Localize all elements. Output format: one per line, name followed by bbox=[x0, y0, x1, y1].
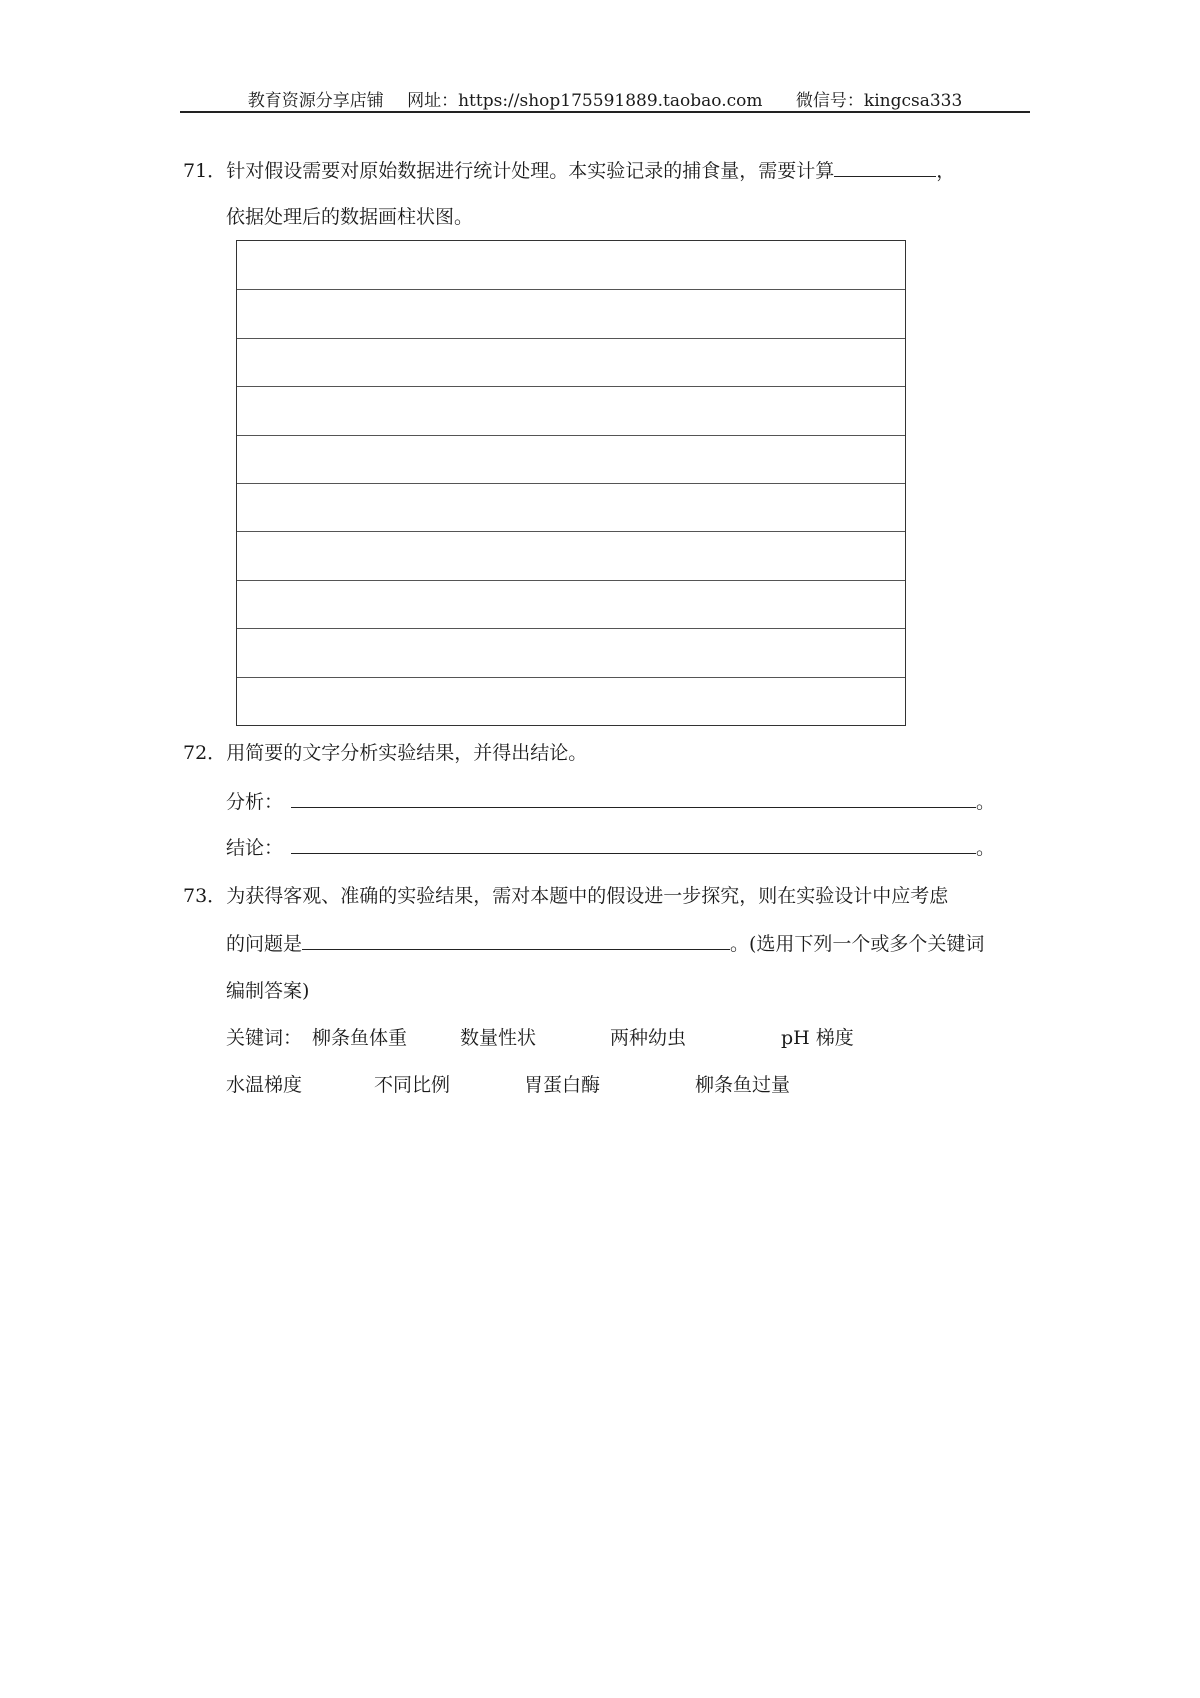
answer-blank-71[interactable] bbox=[834, 158, 936, 177]
question-73-line2-before: 的问题是 bbox=[226, 933, 303, 955]
question-73-text: 为获得客观、准确的实验结果，需对本题中的假设进一步探究，则在实验设计中应考虑 bbox=[226, 885, 949, 907]
analysis-label: 分析： bbox=[226, 791, 284, 813]
answer-blank-73[interactable] bbox=[302, 931, 730, 950]
question-number: 72． bbox=[183, 742, 227, 764]
keyword-item: 胃蛋白酶 bbox=[524, 1074, 601, 1096]
grid-row-line bbox=[237, 289, 905, 290]
keywords-row-1 bbox=[226, 1026, 926, 1052]
question-73-line3: 编制答案) bbox=[226, 980, 310, 1002]
keyword-item: 数量性状 bbox=[460, 1027, 537, 1049]
keywords-label: 关键词： bbox=[226, 1027, 303, 1049]
conclusion-blank[interactable] bbox=[291, 835, 976, 854]
grid-row-line bbox=[237, 531, 905, 532]
question-72-text: 用简要的文字分析实验结果，并得出结论。 bbox=[226, 742, 588, 764]
keyword-item: 不同比例 bbox=[374, 1074, 451, 1096]
question-number: 73． bbox=[183, 885, 227, 907]
question-number: 71． bbox=[183, 160, 227, 182]
analysis-blank[interactable] bbox=[291, 789, 976, 808]
grid-row-line bbox=[237, 386, 905, 387]
grid-row-line bbox=[237, 338, 905, 339]
header-url[interactable]: 网址：https://shop175591889.taobao.com bbox=[407, 91, 763, 111]
grid-row-line bbox=[237, 677, 905, 678]
keyword-item: 两种幼虫 bbox=[610, 1027, 687, 1049]
analysis-line bbox=[226, 789, 995, 814]
keywords-row-2 bbox=[226, 1073, 926, 1099]
grid-row-line bbox=[237, 435, 905, 436]
keyword-item: 水温梯度 bbox=[226, 1074, 303, 1096]
question-73-line2-after: 。(选用下列一个或多个关键词 bbox=[730, 933, 985, 955]
question-71-comma: ， bbox=[936, 160, 956, 182]
grid-row-line bbox=[237, 483, 905, 484]
question-73-line2 bbox=[226, 931, 984, 956]
header-divider bbox=[180, 111, 1030, 113]
bar-chart-grid[interactable] bbox=[236, 240, 906, 726]
grid-row-line bbox=[237, 580, 905, 581]
question-72 bbox=[183, 741, 587, 765]
keyword-item: pH 梯度 bbox=[781, 1027, 854, 1049]
question-71-line2: 依据处理后的数据画柱状图。 bbox=[226, 206, 474, 228]
question-71 bbox=[183, 158, 955, 183]
keyword-item: 柳条鱼体重 bbox=[312, 1027, 408, 1049]
conclusion-period: 。 bbox=[976, 837, 996, 859]
conclusion-line bbox=[226, 835, 995, 860]
page-header bbox=[180, 86, 1030, 111]
keyword-item: 柳条鱼过量 bbox=[695, 1074, 791, 1096]
question-73 bbox=[183, 884, 948, 908]
conclusion-label: 结论： bbox=[226, 837, 284, 859]
header-wechat: 微信号：kingcsa333 bbox=[795, 91, 963, 111]
analysis-period: 。 bbox=[976, 791, 996, 813]
question-71-text: 针对假设需要对原始数据进行统计处理。本实验记录的捕食量，需要计算 bbox=[226, 160, 835, 182]
grid-row-line bbox=[237, 628, 905, 629]
header-shop-name: 教育资源分享店铺 bbox=[247, 91, 384, 111]
